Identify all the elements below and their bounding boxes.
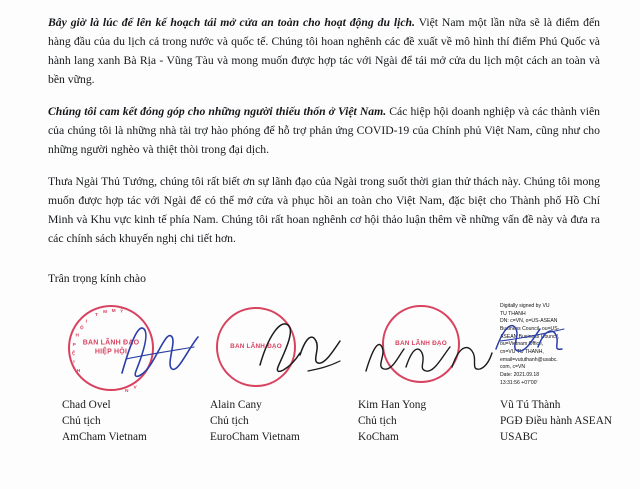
signatory-names-1 (62, 397, 212, 445)
signatory-title-3: Chủ tịch (358, 415, 397, 428)
digisig-line-5: ASEAN Business Council, (500, 333, 560, 340)
signatory-names-3 (358, 397, 508, 445)
signatory-title-4: PGĐ Điều hành ASEAN (500, 415, 613, 428)
digisig-line-9: com, c=VN (500, 364, 526, 371)
closing-line: Trân trọng kính chào (48, 272, 146, 286)
paragraph-2 (48, 103, 600, 160)
signatory-block-1 (62, 303, 212, 444)
signatory-names-4 (500, 397, 640, 445)
paragraph-1-body: Việt Nam một lần nữa sẽ là điểm đến hàng đầu của du lịch cả trong nước và quốc tế. Chúng tôi hoan nghênh các đề xuất về mô hình thí điểm Phú Quốc và hành lang xanh Bà Rịa - Vũng Tàu và mong muốn được hợp tác với Ngài để tái mở cửa du lịch một cách an toàn và bền vững. (48, 16, 601, 86)
signatory-block-2 (210, 303, 360, 444)
paragraph-2-lead: Chúng tôi cam kết đóng góp cho những người thiếu thốn ở Việt Nam. (48, 104, 387, 118)
signatory-name-2: Alain Cany (210, 399, 262, 412)
digisig-line-1: Digitally signed by VU (500, 303, 550, 310)
signatory-name-3: Kim Han Yong (358, 399, 427, 412)
digisig-line-8: email=vututhanh@usabc. (500, 356, 558, 363)
paragraph-3 (48, 173, 600, 249)
signatory-org-3: KoCham (358, 431, 399, 444)
digisig-line-11: 13:31:56 +07'00' (500, 379, 538, 386)
digital-signature-area (500, 303, 640, 395)
stamp-center-text-3: BAN LÃNH ĐẠO (395, 340, 447, 348)
digisig-line-6: ou=Vietnam Office, (500, 341, 544, 348)
digisig-line-10: Date: 2021.09.18 (500, 371, 540, 378)
signatory-block-3 (358, 303, 508, 444)
signatory-names-2 (210, 397, 360, 445)
digisig-line-7: cn=VU TU THANH, (500, 349, 544, 356)
paragraph-1-lead: Bây giờ là lúc để lên kế hoạch tái mở cửa an toàn cho hoạt động du lịch. (48, 16, 415, 29)
digisig-line-3: DN: c=VN, o=US-ASEAN (500, 318, 558, 325)
stamp-and-signature-1 (62, 303, 212, 395)
digital-signature-details (500, 303, 618, 387)
paragraph-3-body: Thưa Ngài Thủ Tướng, chúng tôi rất biết ơn sự lãnh đạo của Ngài trong suốt thời gian thử thách này. Chúng tôi mong muốn được hợp tác với Ngài để có thể mở cửa và phục hồi an toàn cho Việt Nam, đặc biệt cho Thành phố Hồ Chí Minh và Khu vực kinh tế phía Nam. Chúng tôi rất hoan nghênh cơ hội thảo luận thêm về những vấn đề này và đưa ra các chính sách khuyến nghị chi tiết hơn. (48, 174, 600, 245)
paragraph-1 (48, 14, 600, 90)
signatory-name-4: Vũ Tú Thành (500, 399, 561, 412)
signatory-org-4: USABC (500, 431, 538, 444)
signatory-org-2: EuroCham Vietnam (210, 431, 300, 444)
association-stamp-2 (216, 307, 296, 387)
association-stamp-3 (382, 305, 460, 383)
signatory-name-1: Chad Ovel (62, 399, 111, 412)
signatory-org-1: AmCham Vietnam (62, 431, 147, 444)
signatory-title-1: Chủ tịch (62, 415, 101, 428)
paragraph-2-body: Các hiệp hội doanh nghiệp và các thành viên của chúng tôi là những nhà tài trợ hào phóng để hỗ trợ phản ứng COVID-19 của Chính phủ Việt Nam, cũng như cho những người nghèo và thiệt thòi trong đại dịch. (48, 104, 601, 156)
signature-area (48, 303, 613, 444)
association-stamp-1 (68, 305, 154, 395)
stamp-center-text-1: BAN LÃNH ĐẠO HIỆP HỘI (82, 339, 140, 356)
stamp-and-signature-2 (210, 303, 360, 395)
digisig-line-2: TU THANH (500, 310, 526, 317)
stamp-center-text-2: BAN LÃNH ĐẠO (230, 343, 282, 351)
signatory-block-4 (500, 303, 640, 444)
signatory-title-2: Chủ tịch (210, 415, 249, 428)
stamp-ring-text-1: H I Ệ P H Ộ I T M M Ỹ V N (72, 309, 137, 395)
stamp-and-signature-3 (358, 303, 508, 395)
digisig-line-4: Business Council, ou=US- (500, 326, 560, 333)
